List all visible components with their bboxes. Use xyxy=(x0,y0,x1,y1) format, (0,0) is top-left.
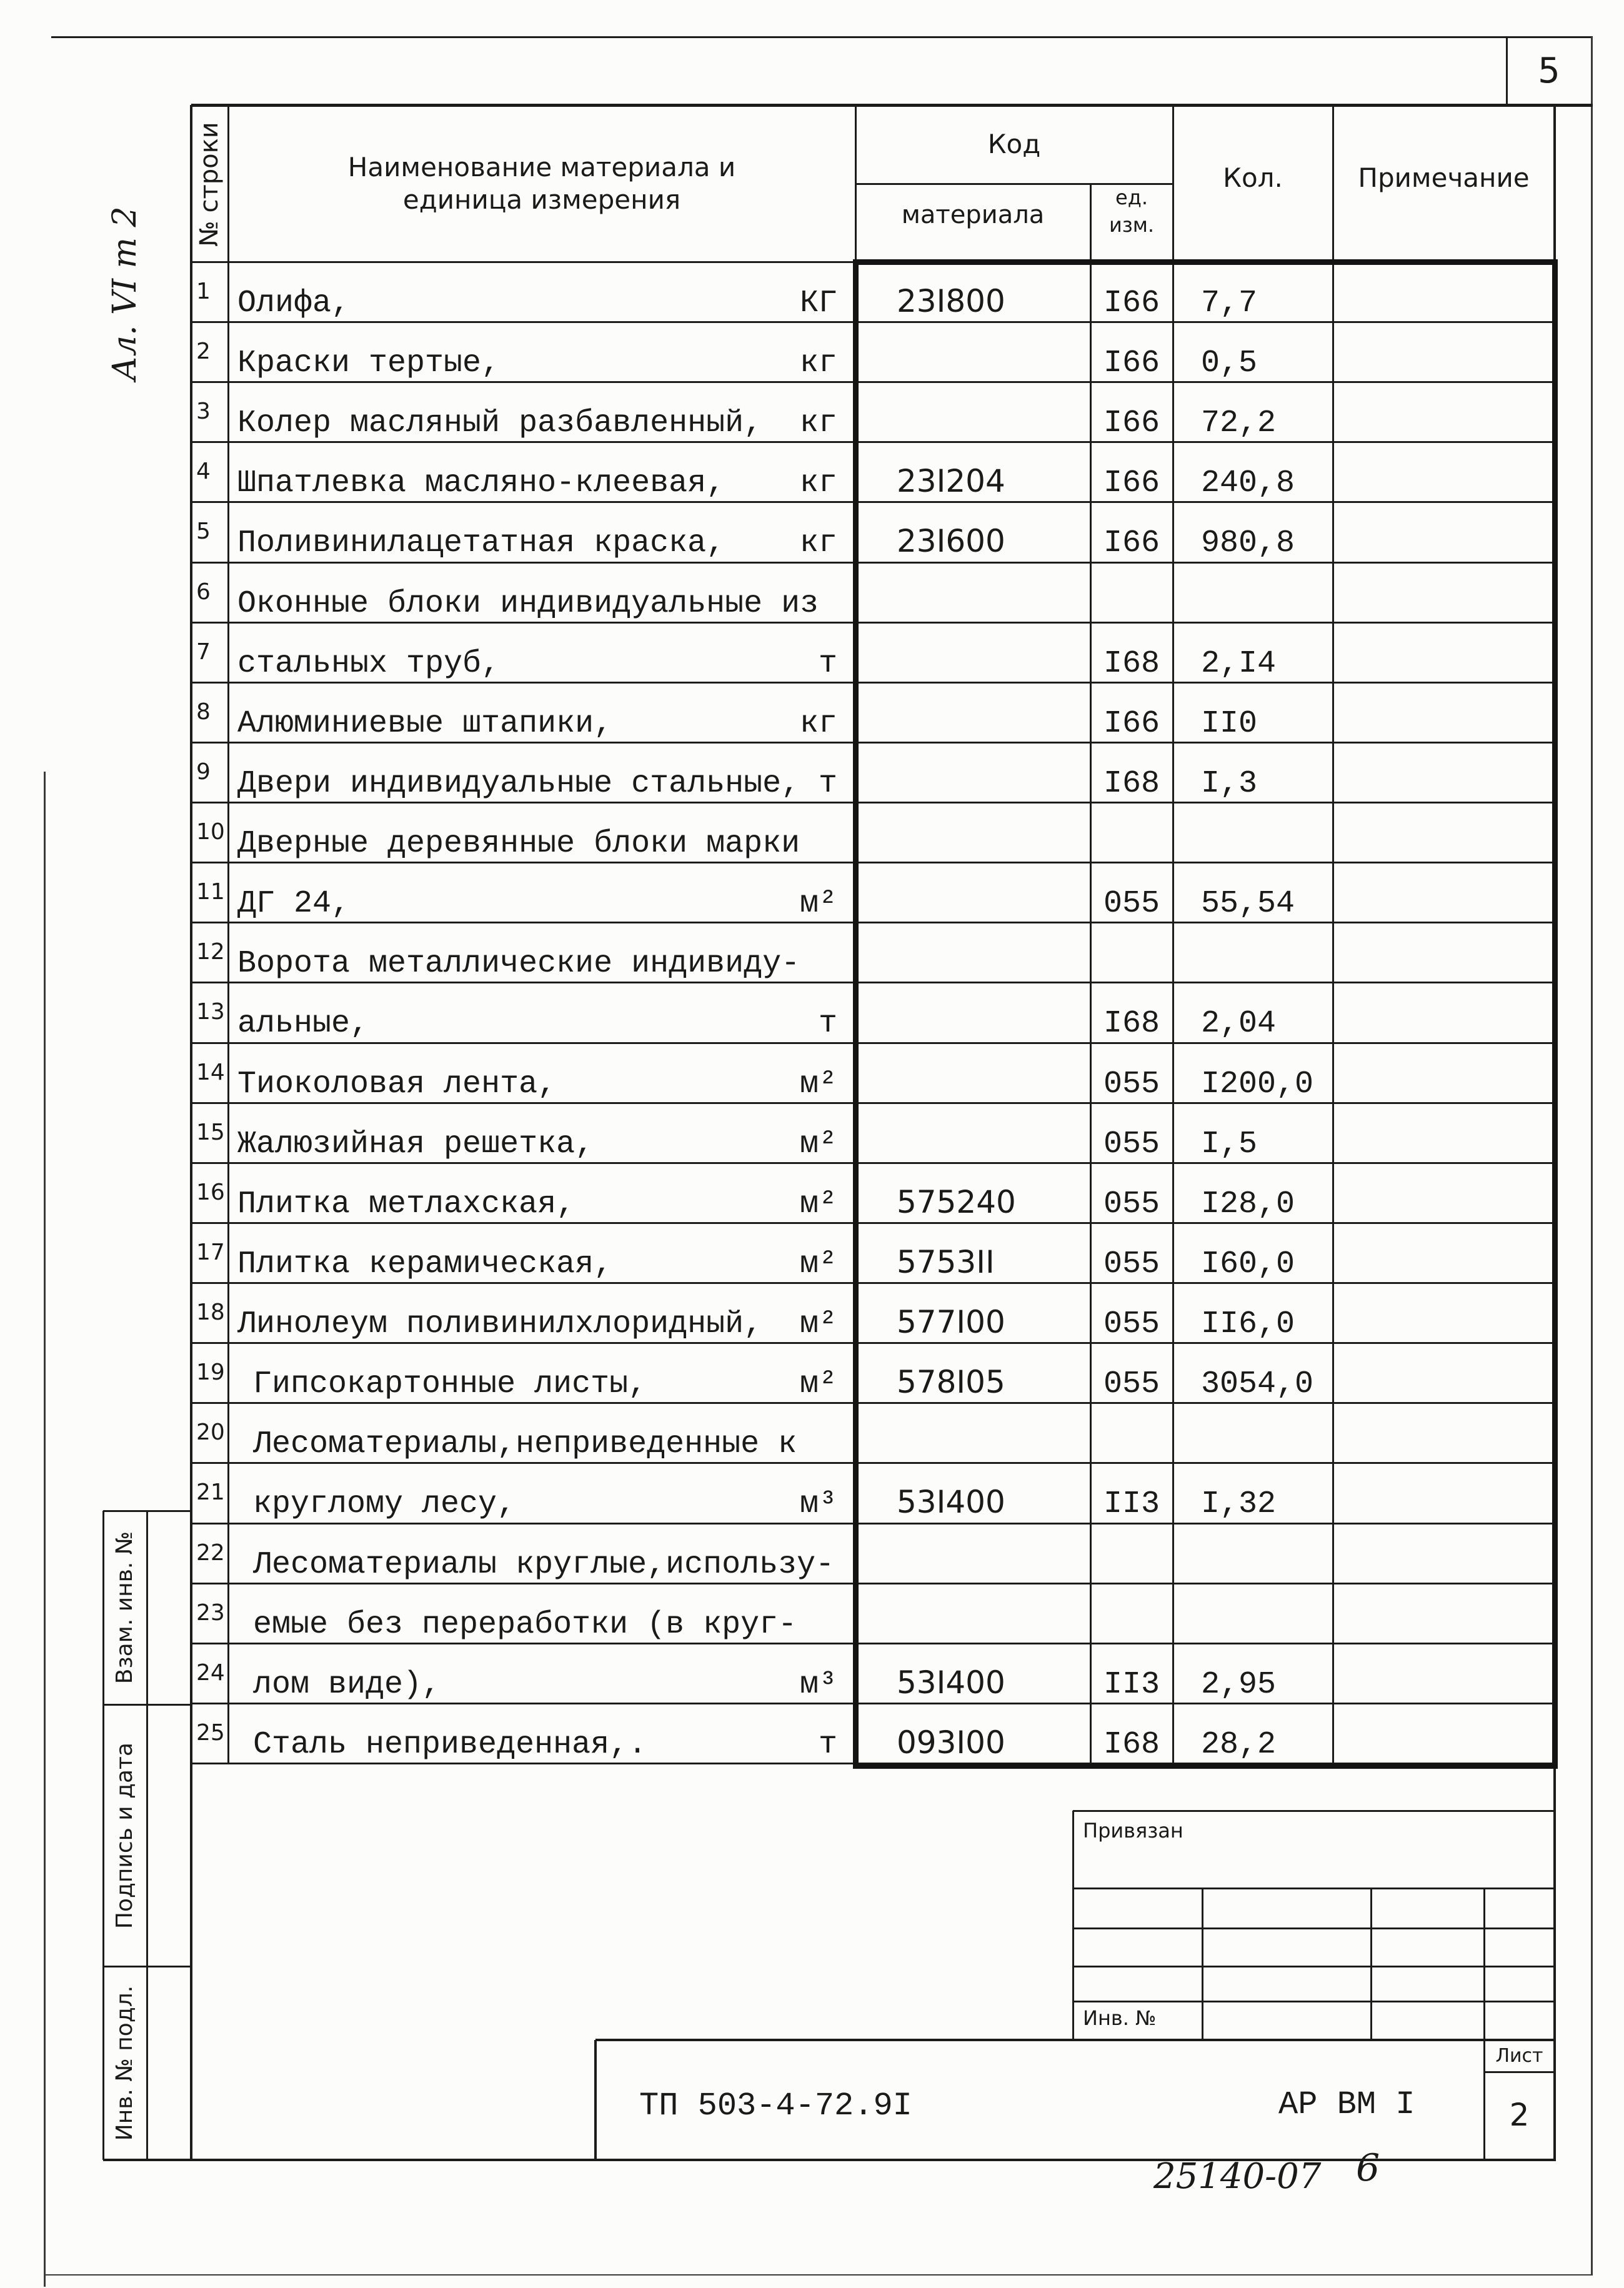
row-number: 14 xyxy=(196,1059,225,1085)
row-number: 2 xyxy=(196,339,211,365)
material-name: Тиоколовая лента, xyxy=(237,1066,557,1102)
handwritten-archive-number: 25140-07 xyxy=(1153,2156,1322,2197)
unit-of-measure: т xyxy=(818,1726,837,1763)
quantity: I,3 xyxy=(1201,765,1258,802)
table-row xyxy=(191,1583,1555,1643)
header-code: Код xyxy=(987,129,1041,159)
unit-of-measure: м³ xyxy=(799,1486,837,1523)
margin-label-original-inv: Инв. № подл. xyxy=(112,1985,137,2141)
row-number: 11 xyxy=(196,879,225,905)
header-unit-line1: ед. xyxy=(1115,186,1148,209)
material-name: Алюминиевые штапики, xyxy=(237,705,613,742)
sheet-number: 2 xyxy=(1509,2097,1530,2133)
unit-code: I66 xyxy=(1103,465,1160,502)
row-number: 7 xyxy=(196,639,211,665)
material-code: 23I600 xyxy=(897,523,1005,560)
table-row xyxy=(191,1343,1555,1403)
table-row xyxy=(191,982,1555,1042)
table-row xyxy=(191,1463,1555,1523)
unit-of-measure: кг xyxy=(799,405,837,442)
handwritten-side-note: Ал. VI т 2 xyxy=(106,206,144,381)
unit-code: 055 xyxy=(1103,1126,1160,1162)
table-row xyxy=(191,562,1555,622)
quantity: 2,04 xyxy=(1201,1006,1277,1042)
unit-of-measure: т xyxy=(818,765,837,802)
unit-code: I66 xyxy=(1103,705,1160,742)
header-note: Примечание xyxy=(1358,162,1530,193)
row-number: 18 xyxy=(196,1300,225,1326)
sheet-label: Лист xyxy=(1495,2045,1543,2067)
document-section: АР ВМ I xyxy=(1278,2086,1415,2123)
material-name: Поливинилацетатная краска, xyxy=(237,525,725,562)
quantity: 0,5 xyxy=(1201,346,1258,382)
row-number: 4 xyxy=(196,459,211,485)
unit-code: 055 xyxy=(1103,1186,1160,1222)
unit-code: 055 xyxy=(1103,1366,1160,1403)
row-number: 3 xyxy=(196,399,211,425)
material-name: Двери индивидуальные стальные, xyxy=(237,765,800,802)
table-row xyxy=(191,502,1555,562)
table-row xyxy=(191,1163,1555,1223)
row-number: 6 xyxy=(196,579,211,605)
material-name: Лесоматериалы круглые,использу- xyxy=(253,1546,835,1583)
material-name: стальных труб, xyxy=(237,645,501,682)
quantity: 2,I4 xyxy=(1201,645,1277,682)
material-name: Линолеум поливинилхлоридный, xyxy=(237,1306,763,1343)
quantity: 55,54 xyxy=(1201,886,1295,922)
row-number: 15 xyxy=(196,1119,225,1145)
header-code-material: материала xyxy=(901,201,1045,229)
material-name: Лесоматериалы,неприведенные к xyxy=(253,1426,797,1463)
row-number: 25 xyxy=(196,1719,225,1746)
table-row xyxy=(191,802,1555,862)
stamp-attached-label: Привязан xyxy=(1083,1819,1183,1843)
unit-code: II3 xyxy=(1103,1666,1160,1703)
unit-of-measure: т xyxy=(818,1006,837,1042)
material-name: Колер масляный разбавленный, xyxy=(237,405,763,442)
stamp-inv-no-label: Инв. № xyxy=(1083,2006,1157,2030)
table-row xyxy=(191,1523,1555,1583)
unit-of-measure: м² xyxy=(799,886,837,922)
material-name: ДГ 24, xyxy=(237,886,351,922)
unit-code: 055 xyxy=(1103,1246,1160,1282)
unit-of-measure: кг xyxy=(799,525,837,562)
material-name: Ворота металлические индивиду- xyxy=(237,946,800,982)
table-row xyxy=(191,922,1555,982)
row-number: 10 xyxy=(196,819,225,845)
material-name: Олифа, xyxy=(237,286,351,321)
unit-code: I68 xyxy=(1103,645,1160,682)
material-name: круглому лесу, xyxy=(253,1486,516,1523)
table-row xyxy=(191,1223,1555,1283)
row-number: 17 xyxy=(196,1239,225,1265)
quantity: 72,2 xyxy=(1201,405,1277,442)
table-row xyxy=(191,1043,1555,1103)
material-name: Дверные деревянные блоки марки xyxy=(237,826,800,862)
material-code: 578I05 xyxy=(897,1364,1005,1401)
row-number: 24 xyxy=(196,1659,225,1686)
material-code: 23I800 xyxy=(897,283,1005,319)
material-code: 23I204 xyxy=(897,463,1005,500)
table-row xyxy=(191,262,1555,322)
table-row xyxy=(191,1283,1555,1343)
quantity: I,5 xyxy=(1201,1126,1258,1162)
table-row xyxy=(191,442,1555,502)
table-row xyxy=(191,1643,1555,1703)
unit-of-measure: т xyxy=(818,645,837,682)
table-row xyxy=(191,382,1555,442)
table-row xyxy=(191,622,1555,682)
unit-code: I68 xyxy=(1103,1006,1160,1042)
unit-code: I66 xyxy=(1103,525,1160,562)
material-name: Плитка метлахская, xyxy=(237,1186,575,1222)
material-code: 093I00 xyxy=(897,1724,1005,1761)
header-quantity: Кол. xyxy=(1223,162,1283,193)
row-number: 8 xyxy=(196,699,211,725)
page-number: 5 xyxy=(1538,50,1560,91)
quantity: 980,8 xyxy=(1201,525,1295,562)
material-code: 5753II xyxy=(897,1243,995,1280)
material-name: лом виде), xyxy=(253,1666,441,1703)
material-code: 53I400 xyxy=(897,1484,1005,1521)
material-code: 53I400 xyxy=(897,1664,1005,1701)
row-number: 16 xyxy=(196,1179,225,1205)
unit-code: I68 xyxy=(1103,1726,1160,1763)
unit-of-measure: КГ xyxy=(799,286,837,321)
quantity: 28,2 xyxy=(1201,1726,1277,1763)
unit-of-measure: кг xyxy=(799,705,837,742)
quantity: 240,8 xyxy=(1201,465,1295,502)
quantity: I28,0 xyxy=(1201,1186,1295,1222)
table-row xyxy=(191,322,1555,382)
quantity: 3054,0 xyxy=(1201,1366,1314,1403)
material-name: альные, xyxy=(237,1006,369,1042)
row-number: 13 xyxy=(196,999,225,1025)
quantity: 2,95 xyxy=(1201,1666,1277,1703)
row-number: 21 xyxy=(196,1480,225,1506)
quantity: 7,7 xyxy=(1201,286,1258,321)
table-row xyxy=(191,742,1555,802)
material-name: Оконные блоки индивидуальные из xyxy=(237,585,819,622)
row-number: 9 xyxy=(196,759,211,785)
header-unit-line2: изм. xyxy=(1108,213,1155,237)
row-number: 5 xyxy=(196,519,211,545)
material-name: емые без переработки (в круг- xyxy=(253,1606,797,1643)
unit-code: I66 xyxy=(1103,405,1160,442)
unit-of-measure: кг xyxy=(799,346,837,382)
unit-code: I68 xyxy=(1103,765,1160,802)
row-number: 12 xyxy=(196,939,225,965)
unit-code: II3 xyxy=(1103,1486,1160,1523)
unit-code: I66 xyxy=(1103,286,1160,321)
material-name: Сталь неприведенная,. xyxy=(253,1726,647,1763)
unit-of-measure: м³ xyxy=(799,1666,837,1703)
row-number: 19 xyxy=(196,1360,225,1386)
margin-label-signature-date: Подпись и дата xyxy=(112,1742,137,1929)
header-material-name-line1: Наименование материала и xyxy=(347,152,736,182)
row-number: 22 xyxy=(196,1539,225,1566)
material-name: Плитка керамическая, xyxy=(237,1246,613,1282)
quantity: II0 xyxy=(1201,705,1258,742)
unit-code: 055 xyxy=(1103,1066,1160,1102)
unit-of-measure: м² xyxy=(799,1366,837,1403)
handwritten-archive-suffix: 6 xyxy=(1356,2146,1380,2190)
material-name: Жалюзийная решетка, xyxy=(237,1126,594,1162)
table-row xyxy=(191,1703,1555,1763)
material-name: Шпатлевка масляно-клеевая, xyxy=(237,465,725,502)
margin-label-replaced-inv: Взам. инв. № xyxy=(112,1531,137,1684)
quantity: II6,0 xyxy=(1201,1306,1295,1343)
table-row xyxy=(191,862,1555,922)
row-number: 23 xyxy=(196,1599,225,1626)
unit-of-measure: м² xyxy=(799,1126,837,1162)
unit-code: 055 xyxy=(1103,886,1160,922)
table-row xyxy=(191,682,1555,742)
row-number: 1 xyxy=(196,279,211,304)
quantity: I200,0 xyxy=(1201,1066,1314,1102)
header-material-name-line2: единица измерения xyxy=(402,184,681,215)
document-code: ТП 503-4-72.9I xyxy=(639,2087,912,2124)
header-row-number: № строки xyxy=(195,122,224,247)
table-row xyxy=(191,1103,1555,1163)
unit-of-measure: м² xyxy=(799,1306,837,1343)
unit-code: I66 xyxy=(1103,346,1160,382)
quantity: I60,0 xyxy=(1201,1246,1295,1282)
row-number: 20 xyxy=(196,1420,225,1446)
unit-of-measure: м² xyxy=(799,1186,837,1222)
unit-of-measure: кг xyxy=(799,465,837,502)
material-name: Гипсокартонные листы, xyxy=(253,1366,647,1403)
unit-of-measure: м² xyxy=(799,1066,837,1102)
unit-of-measure: м² xyxy=(799,1246,837,1282)
unit-code: 055 xyxy=(1103,1306,1160,1343)
quantity: I,32 xyxy=(1201,1486,1277,1523)
material-name: Краски тертые, xyxy=(237,346,501,382)
table-row xyxy=(191,1403,1555,1463)
material-code: 575240 xyxy=(897,1183,1016,1220)
material-code: 577I00 xyxy=(897,1304,1005,1341)
